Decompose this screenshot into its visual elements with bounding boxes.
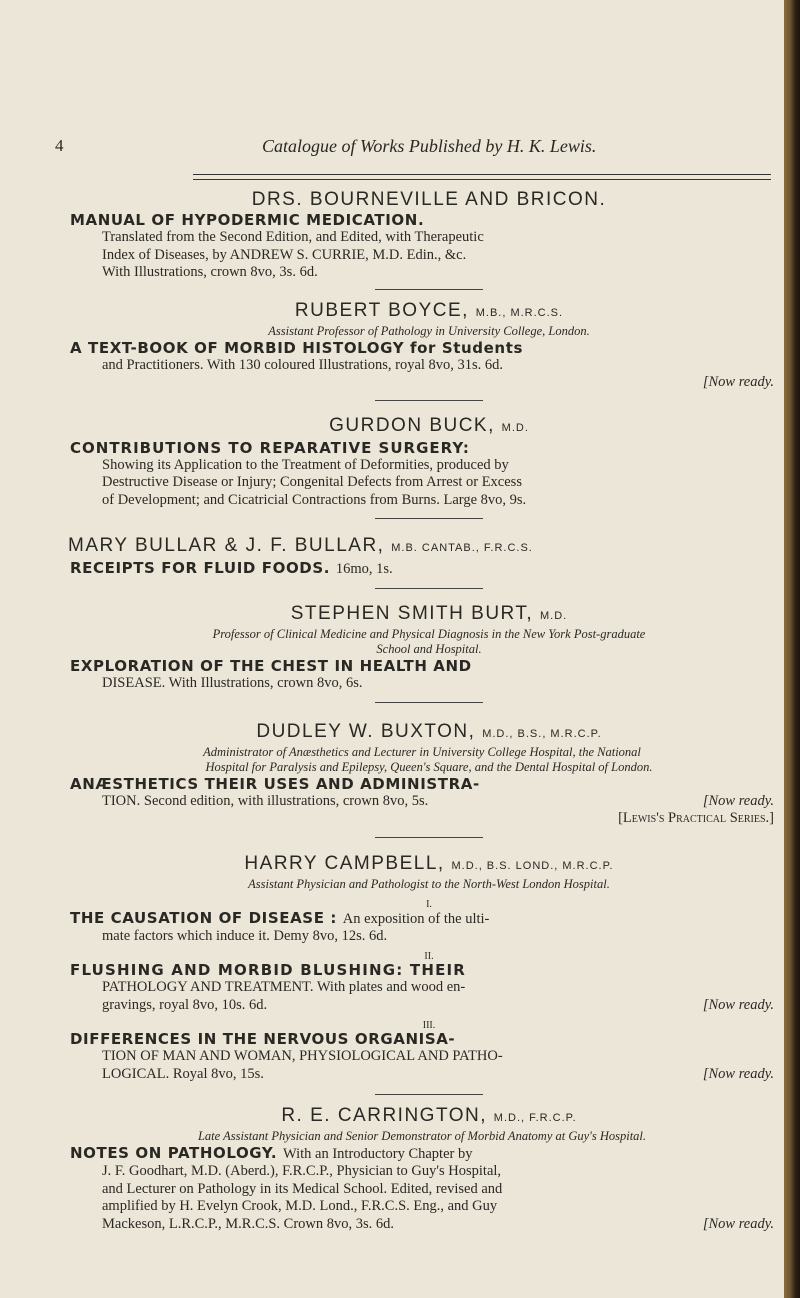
entry-description: of Development; and Cicatricial Contractions from Burns. Large 8vo, 9s. (102, 491, 527, 508)
entry-divider (375, 588, 483, 589)
running-head (55, 136, 775, 160)
entry-buck (70, 414, 774, 510)
author-name: STEPHEN SMITH BURT, (290, 603, 534, 624)
author-credentials: M.D. (540, 610, 568, 622)
entry-title: EXPLORATION OF THE CHEST IN HEALTH AND (70, 657, 472, 675)
entry-description: LOGICAL. Royal 8vo, 15s. (102, 1065, 264, 1082)
entry-description: Showing its Application to the Treatment of Deformities, produced by (102, 456, 509, 473)
entry-description: DISEASE. With Illustrations, crown 8vo, 6s. (102, 675, 363, 691)
entry-description: and Practitioners. With 130 coloured Illustrations, royal 8vo, 31s. 6d. (102, 356, 504, 373)
entry-author (84, 721, 774, 745)
work-number: III. (422, 1020, 436, 1031)
author-affiliation: Late Assistant Physician and Senior Demonstrator of Morbid Anatomy at Guy's Hospital. (197, 1129, 647, 1143)
header-double-rule (193, 174, 771, 180)
author-affiliation: Professor of Clinical Medicine and Physical Diagnosis in the New York Post-graduate (212, 627, 646, 641)
author-name: RUBERT BOYCE, (294, 299, 469, 321)
now-ready-label: [Now ready. (702, 1065, 774, 1082)
entry-divider (375, 1094, 483, 1095)
entry-description: With Illustrations, crown 8vo, 3s. 6d. (102, 264, 318, 280)
entry-title: ANÆSTHETICS THEIR USES AND ADMINISTRA- (70, 774, 480, 793)
title-tail: An exposition of the ulti- (342, 910, 490, 927)
author-name: HARRY CAMPBELL, (244, 852, 445, 874)
author-credentials: M.D., B.S. LOND., M.R.C.P. (451, 859, 614, 872)
now-ready-label: [Now ready. (702, 374, 774, 390)
entry-description: gravings, royal 8vo, 10s. 6d. (102, 996, 268, 1013)
entry-title (70, 909, 774, 928)
entry-author (84, 603, 774, 627)
now-ready-label: [Now ready. (702, 792, 774, 809)
series-label: [Lewis's Practical Series.] (618, 810, 774, 826)
entry-title: CONTRIBUTIONS TO REPARATIVE SURGERY: (70, 438, 470, 457)
author-affiliation: School and Hospital. (376, 642, 482, 656)
entry-description: J. F. Goodhart, M.D. (Aberd.), F.R.C.P., Physician to Guy's Hospital, (102, 1163, 502, 1179)
author-credentials: M.D., B.S., M.R.C.P. (482, 727, 602, 740)
entry-description: TION. Second edition, with illustrations, crown 8vo, 5s. (102, 792, 429, 809)
entry-description: amplified by H. Evelyn Crook, M.D. Lond., F.R.C.S. Eng., and Guy (102, 1198, 498, 1214)
now-ready-label: [Now ready. (702, 996, 774, 1013)
entry-title (70, 559, 774, 578)
author-affiliation: Hospital for Paralysis and Epilepsy, Queen's Square, and the Dental Hospital of London. (205, 759, 653, 774)
title-text: RECEIPTS FOR FLUID FOODS. (70, 559, 331, 577)
entry-burt (70, 603, 774, 693)
entry-divider (375, 518, 483, 519)
now-ready-label: [Now ready. (702, 1215, 774, 1232)
entry-description: mate factors which induce it. Demy 8vo, 12s. 6d. (102, 927, 388, 944)
entry-description-row (84, 793, 774, 811)
entry-author (84, 853, 774, 877)
entry-description: Translated from the Second Edition, and Edited, with Therapeutic (102, 229, 484, 245)
entry-divider (375, 400, 483, 401)
entry-divider (375, 702, 483, 703)
entry-author (84, 300, 774, 324)
entry-carrington (70, 1105, 774, 1233)
page-number: 4 (55, 136, 64, 155)
entry-author (84, 1105, 774, 1129)
entry-campbell (70, 852, 774, 1084)
book-edge-shadow (784, 0, 800, 1298)
author-name: DUDLEY W. BUXTON, (256, 720, 476, 742)
work-number: II. (424, 951, 434, 962)
catalogue-entries (68, 184, 774, 1233)
entry-author: DRS. BOURNEVILLE AND BRICON. (251, 189, 607, 210)
availability-note (84, 374, 774, 392)
author-affiliation: Assistant Professor of Pathology in University College, London. (268, 323, 590, 338)
entry-description-row (84, 1066, 774, 1084)
author-credentials: M.B. CANTAB., F.R.C.S. (391, 542, 533, 554)
entry-title (70, 1144, 774, 1163)
entry-bourneville (70, 189, 774, 282)
author-credentials: M.D. (501, 421, 529, 434)
author-name: R. E. CARRINGTON, (281, 1105, 487, 1126)
entry-divider (375, 837, 483, 838)
entry-description: Destructive Disease or Injury; Congenital Defects from Arrest or Excess (102, 474, 522, 490)
running-title: Catalogue of Works Published by H. K. Lewis. (262, 136, 597, 156)
entry-title: DIFFERENCES IN THE NERVOUS ORGANISA- (70, 1030, 456, 1048)
entry-author (68, 535, 774, 559)
author-credentials: M.D., F.R.C.P. (493, 1112, 577, 1124)
series-note (84, 810, 774, 828)
author-affiliation: Assistant Physician and Pathologist to the North-West London Hospital. (248, 876, 610, 891)
entry-title: A TEXT-BOOK OF MORBID HISTOLOGY for Students (70, 338, 523, 357)
entry-title: FLUSHING AND MORBID BLUSHING: THEIR (70, 961, 467, 979)
entry-title: MANUAL OF HYPODERMIC MEDICATION. (70, 211, 425, 229)
author-affiliation: Administrator of Anæsthetics and Lecturer in University College Hospital, the National (203, 744, 641, 759)
entry-description: and Lecturer on Pathology in its Medical School. Edited, revised and (102, 1180, 503, 1197)
author-name: MARY BULLAR & J. F. BULLAR, (68, 535, 385, 556)
title-format: 16mo, 1s. (335, 561, 393, 577)
entry-description: TION OF MAN AND WOMAN, PHYSIOLOGICAL AND PATHO- (102, 1048, 503, 1064)
entry-divider (375, 289, 483, 290)
entry-buxton (70, 720, 774, 828)
work-number: I. (426, 898, 432, 910)
entry-bullar (68, 535, 774, 578)
entry-description-row (84, 997, 774, 1015)
entry-boyce (70, 299, 774, 392)
title-text: NOTES ON PATHOLOGY. (70, 1144, 278, 1162)
entry-description-row (84, 1216, 774, 1234)
entry-description: Mackeson, L.R.C.P., M.R.C.S. Crown 8vo, 3s. 6d. (102, 1215, 395, 1232)
author-credentials: M.B., M.R.C.S. (475, 306, 564, 319)
entry-description: Index of Diseases, by ANDREW S. CURRIE, M.D. Edin., &c. (102, 246, 467, 263)
author-name: GURDON BUCK, (329, 414, 495, 436)
title-text: THE CAUSATION OF DISEASE : (70, 908, 337, 927)
title-tail: With an Introductory Chapter by (283, 1146, 473, 1162)
entry-author (84, 415, 774, 439)
entry-description: PATHOLOGY AND TREATMENT. With plates and wood en- (102, 979, 466, 995)
